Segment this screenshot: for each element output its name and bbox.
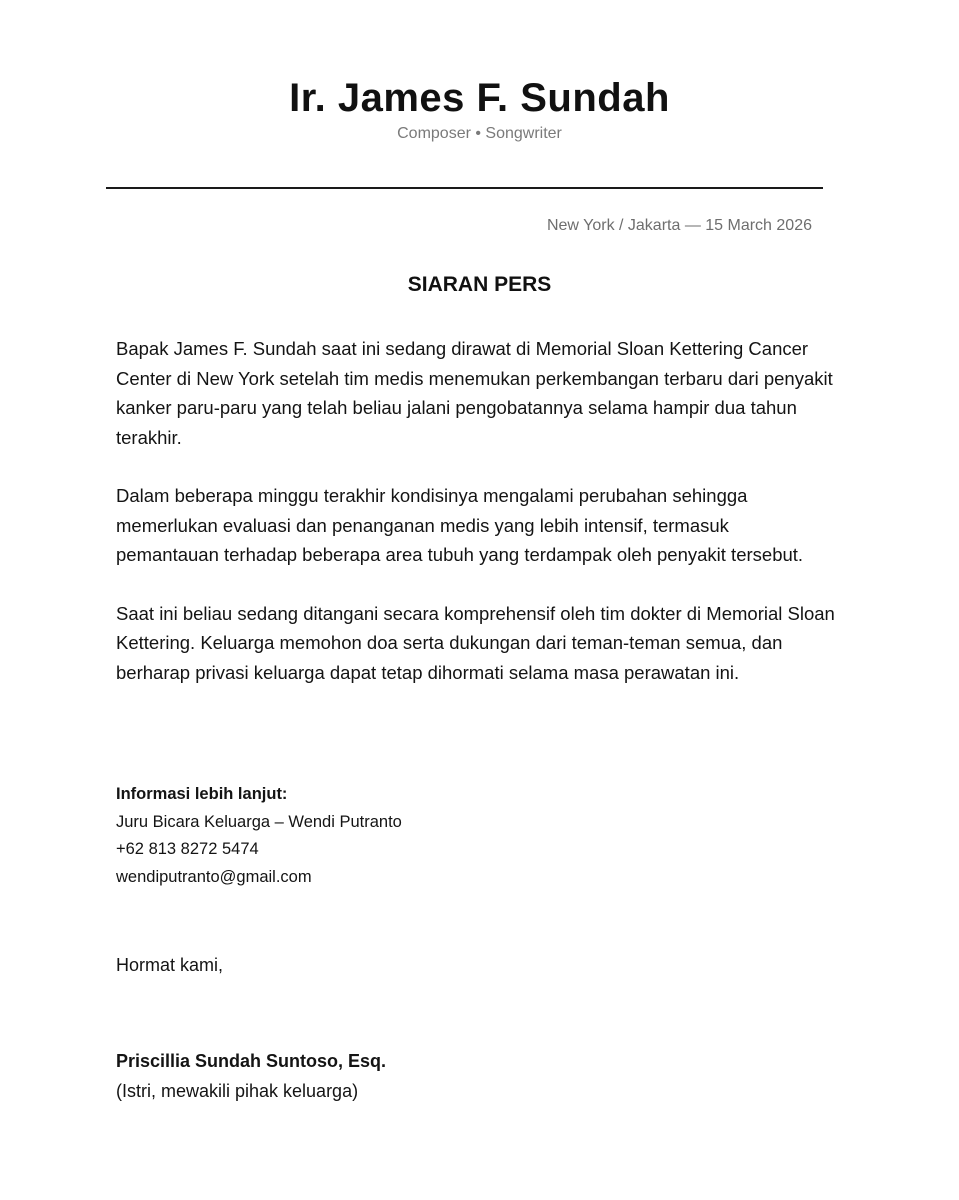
closing-salutation: Hormat kami, <box>116 955 224 975</box>
signature-block <box>116 1046 386 1106</box>
body-text <box>116 334 836 716</box>
contact-block <box>116 781 402 891</box>
signer-role: (Istri, mewakili pihak keluarga) <box>116 1081 359 1101</box>
paragraph: Bapak James F. Sundah saat ini sedang dirawat di Memorial Sloan Kettering Cancer Center di New York setelah tim medis menemukan perkembangan terbaru dari penyakit kanker paru-paru yang telah beliau jalani pengobatannya selama hampir dua tahun terakhir. <box>116 338 833 448</box>
signer-name: Priscillia Sundah Suntoso, Esq. <box>116 1051 387 1071</box>
paragraph: Saat ini beliau sedang ditangani secara komprehensif oleh tim dokter di Memorial Sloan Kettering. Keluarga memohon doa serta dukungan dari teman-teman semua, dan berharap privasi keluarga dapat tetap dihormati selama masa perawatan ini. <box>116 602 835 683</box>
letterhead-subtitle: Composer • Songwriter <box>397 125 562 142</box>
header-divider <box>106 187 823 189</box>
contact-spokesperson: Juru Bicara Keluarga – Wendi Putranto <box>116 812 402 831</box>
dateline: New York / Jakarta — 15 March 2026 <box>546 217 812 234</box>
document-title: SIARAN PERS <box>407 273 552 296</box>
contact-email: wendiputranto@gmail.com <box>116 867 312 886</box>
letterhead-name: Ir. James F. Sundah <box>289 76 670 120</box>
contact-phone: +62 813 8272 5474 <box>116 840 259 858</box>
paragraph: Dalam beberapa minggu terakhir kondisinya mengalami perubahan sehingga memerlukan evaluasi dan penanganan medis yang lebih intensif, termasuk pemantauan terhadap beberapa area tubuh yang terdampak oleh penyakit tersebut. <box>116 485 804 565</box>
contact-heading: Informasi lebih lanjut: <box>116 785 288 803</box>
